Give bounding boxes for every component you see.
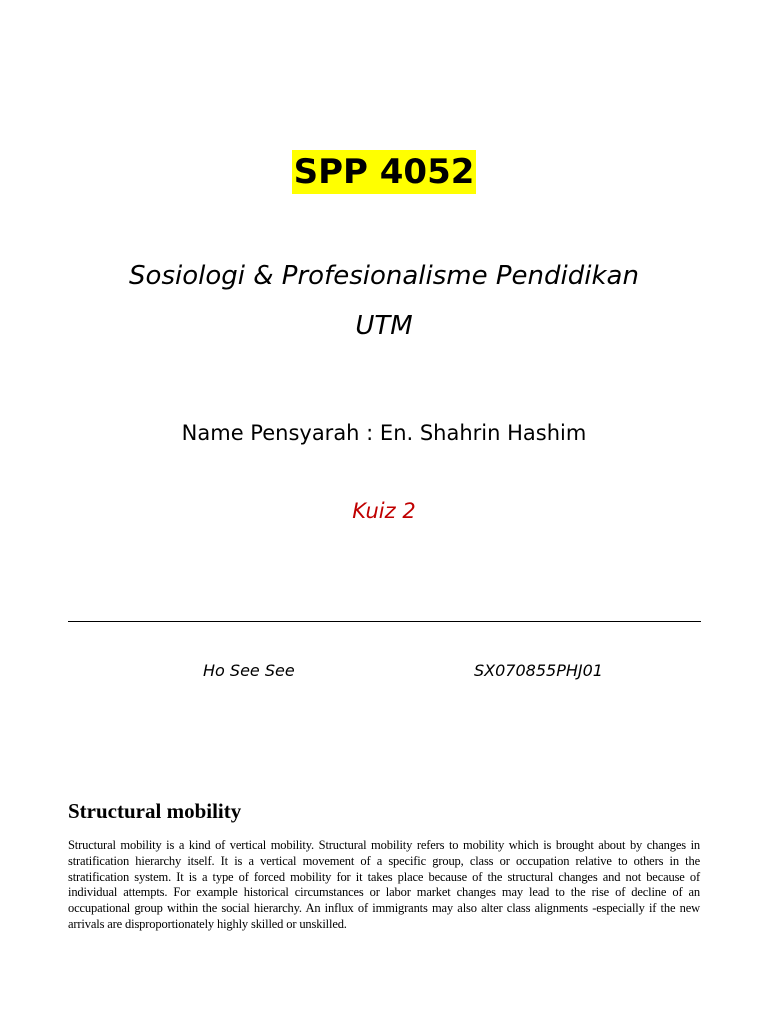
course-code-block [0, 150, 768, 194]
divider-line [68, 621, 701, 622]
university-name: UTM [355, 311, 413, 341]
course-title: Sosiologi & Profesionalisme Pendidikan [129, 261, 639, 291]
section-heading: Structural mobility [68, 799, 242, 823]
student-id: SX070855PHJ01 [474, 661, 603, 680]
lecturer-name: Name Pensyarah : En. Shahrin Hashim [181, 421, 587, 445]
course-code: SPP 4052 [293, 152, 475, 192]
student-name: Ho See See [203, 661, 295, 680]
assignment-title: Kuiz 2 [352, 499, 416, 523]
section-body: Structural mobility is a kind of vertical mobility. Structural mobility refers to mobility which is brought about by changes in stratification hierarchy itself. It is a vertical movement of a specific group, class or occupation relative to others in the stratification system. It is a type of forced mobility for it takes place because of the structural changes and not because of individual attempts. For example historical circumstances or labor market changes may lead to the rise of decline of an occupational group within the social hierarchy. An influx of immigrants may also alter class alignments -especially if the new arrivals are disproportionately highly skilled or unskilled. [68, 838, 700, 931]
